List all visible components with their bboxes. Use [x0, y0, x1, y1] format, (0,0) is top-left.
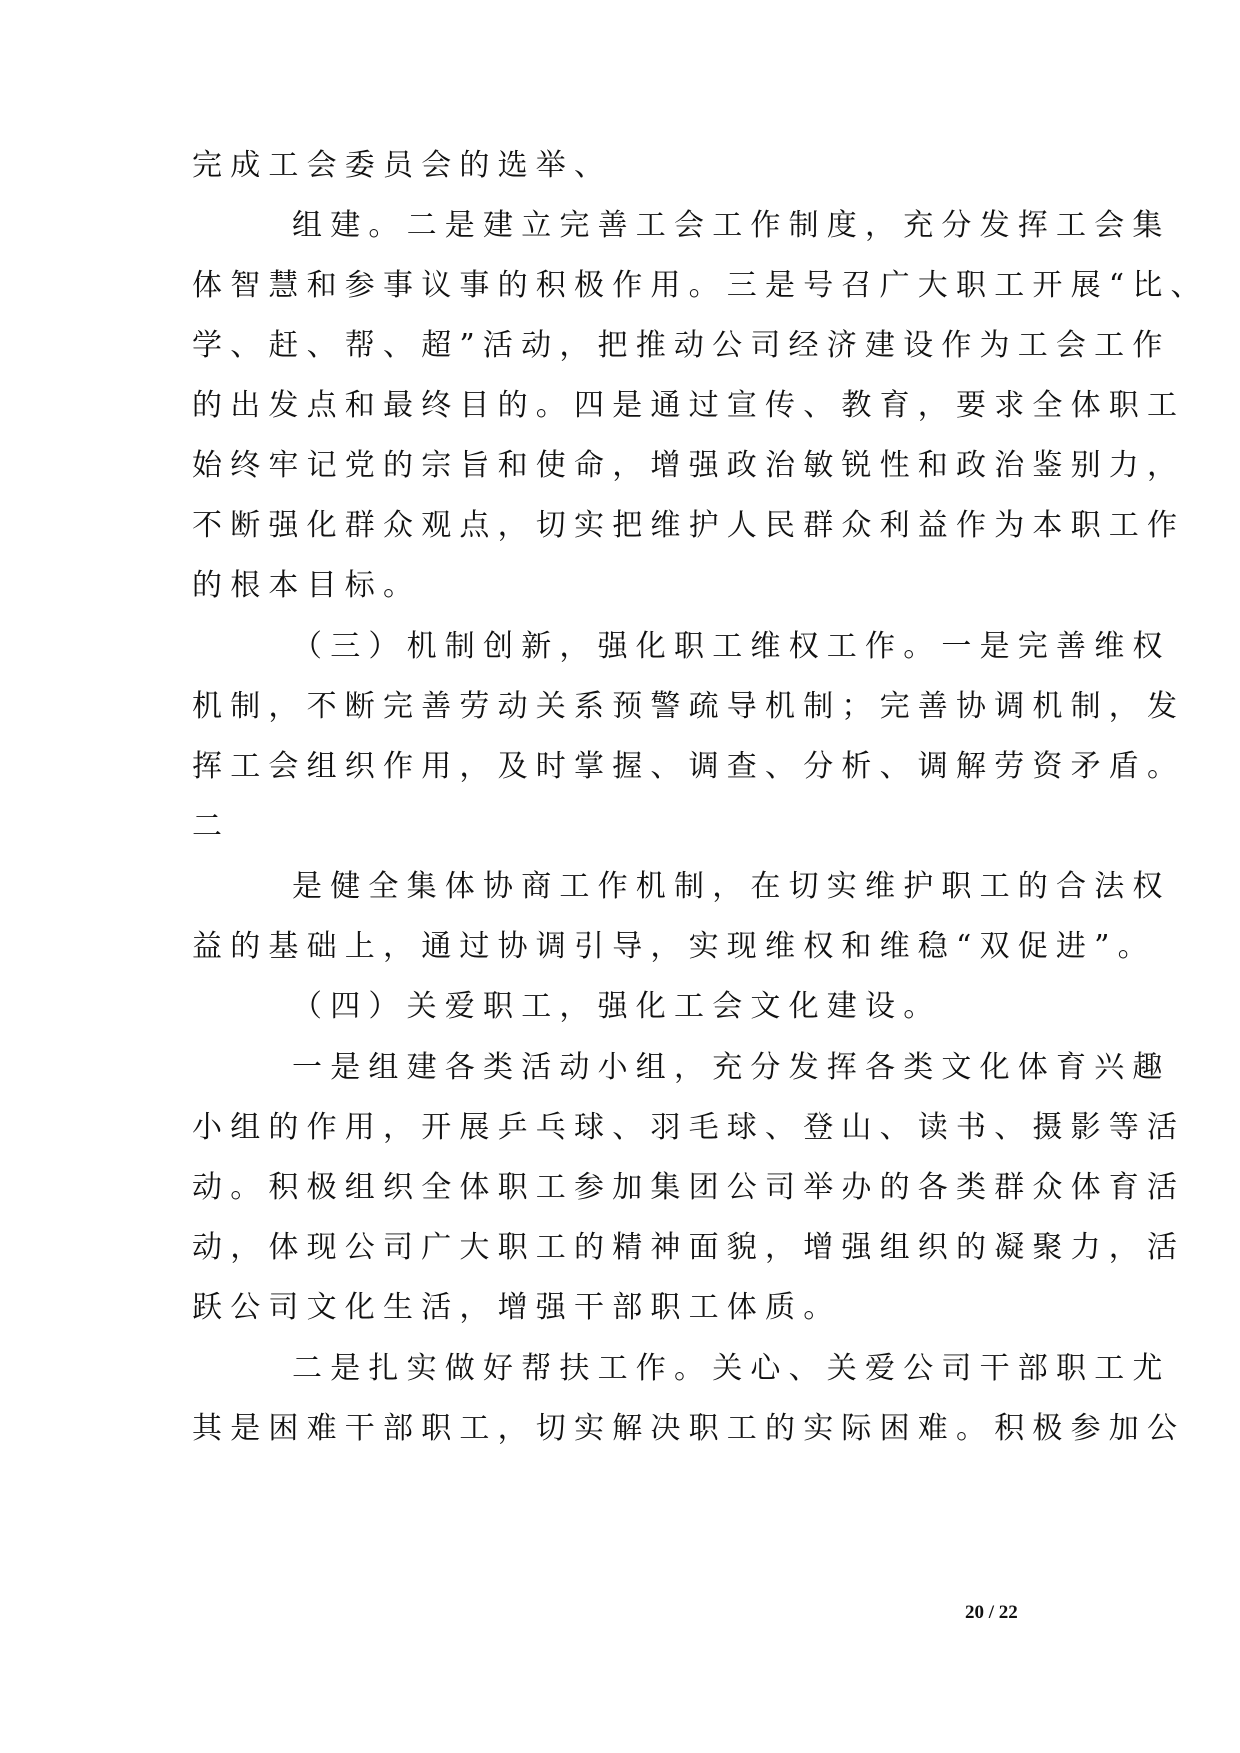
text-line: 体智慧和参事议事的积极作用。三是号召广大职工开展“比、 [192, 268, 1209, 303]
text-line: 组建。二是建立完善工会工作制度，充分发挥工会集 [292, 208, 1171, 243]
text-line: 的根本目标。 [192, 568, 422, 603]
text-line: 是健全集体协商工作机制，在切实维护职工的合法权 [292, 869, 1171, 904]
text-line: 小组的作用，开展乒乓球、羽毛球、登山、读书、摄影等活 [192, 1110, 1186, 1145]
text-line: 二是扎实做好帮扶工作。关心、关爱公司干部职工尤 [292, 1351, 1171, 1386]
text-line: （四）关爱职工，强化工会文化建设。 [292, 989, 942, 1024]
page-number: 20 / 22 [965, 1602, 1018, 1623]
text-line: 完成工会委员会的选举、 [192, 148, 613, 183]
text-line: 跃公司文化生活，增强干部职工体质。 [192, 1290, 842, 1325]
text-line: 机制，不断完善劳动关系预警疏导机制；完善协调机制，发 [192, 689, 1186, 724]
text-line: 一是组建各类活动小组，充分发挥各类文化体育兴趣 [292, 1050, 1171, 1085]
text-line: 二 [192, 809, 231, 844]
text-line: 始终牢记党的宗旨和使命，增强政治敏锐性和政治鉴别力， [192, 448, 1186, 483]
text-line: 学、赶、帮、超”活动，把推动公司经济建设作为工会工作 [192, 328, 1171, 363]
text-line: 不断强化群众观点，切实把维护人民群众利益作为本职工作 [192, 508, 1186, 543]
text-line: 动，体现公司广大职工的精神面貌，增强组织的凝聚力，活 [192, 1230, 1186, 1265]
text-line: 的出发点和最终目的。四是通过宣传、教育，要求全体职工 [192, 388, 1186, 423]
text-line: 益的基础上，通过协调引导，实现维权和维稳“双促进”。 [192, 929, 1156, 964]
text-line: 挥工会组织作用，及时掌握、调查、分析、调解劳资矛盾。 [192, 749, 1186, 784]
text-line: 动。积极组织全体职工参加集团公司举办的各类群众体育活 [192, 1170, 1186, 1205]
text-line: （三）机制创新，强化职工维权工作。一是完善维权 [292, 629, 1171, 664]
text-line: 其是困难干部职工，切实解决职工的实际困难。积极参加公 [192, 1411, 1186, 1446]
